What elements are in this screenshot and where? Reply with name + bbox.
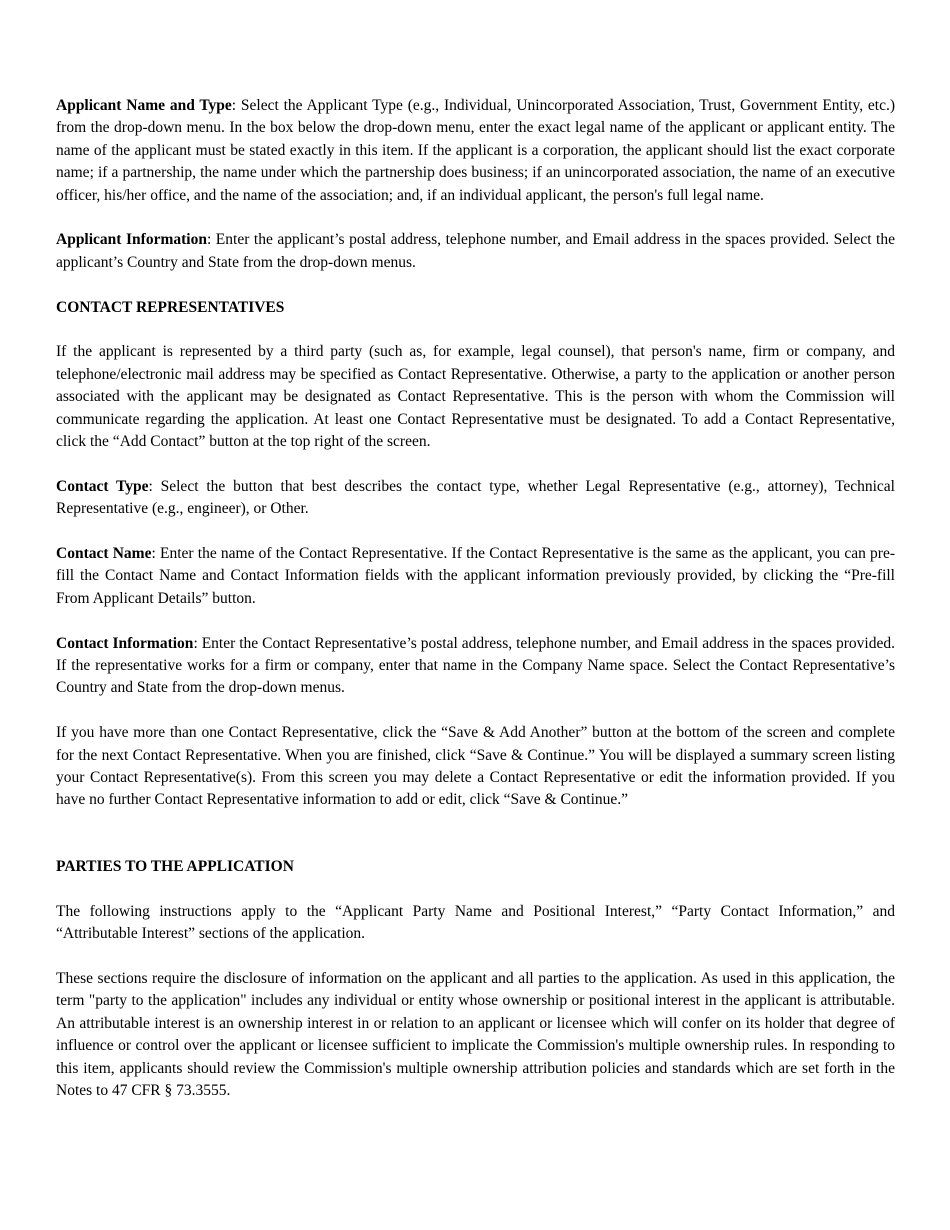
- applicant-information-term: Applicant Information: [56, 231, 207, 249]
- contact-name-text: : Enter the name of the Contact Representative. If the Contact Representative is the same as the applicant, you can pre-fill the Contact Name and Contact Information fields with the applicant information previously provided, by clicking the “Pre-fill From Applicant Details” button.: [56, 545, 895, 607]
- instructions-page: [56, 95, 895, 1125]
- contact-representatives-intro: If the applicant is represented by a third party (such as, for example, legal counsel), that person's name, firm or company, and telephone/electronic mail address may be specified as Contact Representative. Otherwise, a party to the application or another person associated with the applicant may be designated as Contact Representative. This is the person with whom the Commission will communicate regarding the application. At least one Contact Representative must be designated. To add a Contact Representative, click the “Add Contact” button at the top right of the screen.: [56, 343, 895, 451]
- parties-paragraph-2: These sections require the disclosure of information on the applicant and all parties to the application. As used in this application, the term "party to the application" includes any individual or entity whose ownership or positional interest in the applicant is attributable. An attributable interest is an ownership interest in or relation to an applicant or licensee which will confer on its holder that degree of influence or control over the applicant or licensee sufficient to implicate the Commission's multiple ownership rules. In responding to this item, applicants should review the Commission's multiple ownership attribution policies and standards which are set forth in the Notes to 47 CFR § 73.3555.: [56, 969, 895, 1099]
- multiple-contacts-paragraph: If you have more than one Contact Representative, click the “Save & Add Another” button at the bottom of the screen and complete for the next Contact Representative. When you are finished, click “Save & Continue.” You will be displayed a summary screen listing your Contact Representative(s). From this screen you may delete a Contact Representative or edit the information provided. If you have no further Contact Representative information to add or edit, click “Save & Continue.”: [56, 724, 895, 809]
- parties-paragraph-1: The following instructions apply to the “Applicant Party Name and Positional Interest,” “Party Contact Information,” and “Attributable Interest” sections of the application.: [56, 902, 895, 943]
- applicant-name-type-term: Applicant Name and Type: [56, 97, 232, 114]
- contact-information-text: : Enter the Contact Representative’s postal address, telephone number, and Email address in the spaces provided. If the representative works for a firm or company, enter that name in the Company Name space. Select the Contact Representative’s Country and State from the drop-down menus.: [56, 634, 895, 697]
- parties-heading: PARTIES TO THE APPLICATION: [56, 857, 294, 875]
- contact-name-paragraph: [56, 543, 895, 610]
- applicant-name-type-text: : Select the Applicant Type (e.g., Individual, Unincorporated Association, Trust, Government Entity, etc.) from the drop-down menu. In the box below the drop-down menu, enter the exact legal name of the applicant or applicant entity. The name of the applicant must be stated exactly in this item. If the applicant is a corporation, the applicant should list the exact corporate name; if a partnership, the name under which the partnership does business; if an unincorporated association, the name of an executive officer, his/her office, and the name of the association; and, if an individual applicant, the person's full legal name.: [56, 97, 896, 204]
- applicant-information-paragraph: [56, 229, 895, 274]
- contact-type-paragraph: [56, 476, 895, 521]
- contact-name-term: Contact Name: [56, 545, 152, 563]
- contact-information-term: Contact Information: [56, 634, 194, 652]
- contact-information-paragraph: [56, 633, 895, 700]
- applicant-information-text: : Enter the applicant’s postal address, telephone number, and Email address in the spaces provided. Select the applicant’s Country and State from the drop-down menus.: [56, 231, 895, 271]
- applicant-name-type-paragraph: [56, 95, 895, 207]
- contact-representatives-heading: CONTACT REPRESENTATIVES: [56, 298, 285, 316]
- contact-type-text: : Select the button that best describes the contact type, whether Legal Representative (e.g., attorney), Technical Representative (e.g., engineer), or Other.: [56, 477, 895, 518]
- contact-type-term: Contact Type: [56, 477, 149, 495]
